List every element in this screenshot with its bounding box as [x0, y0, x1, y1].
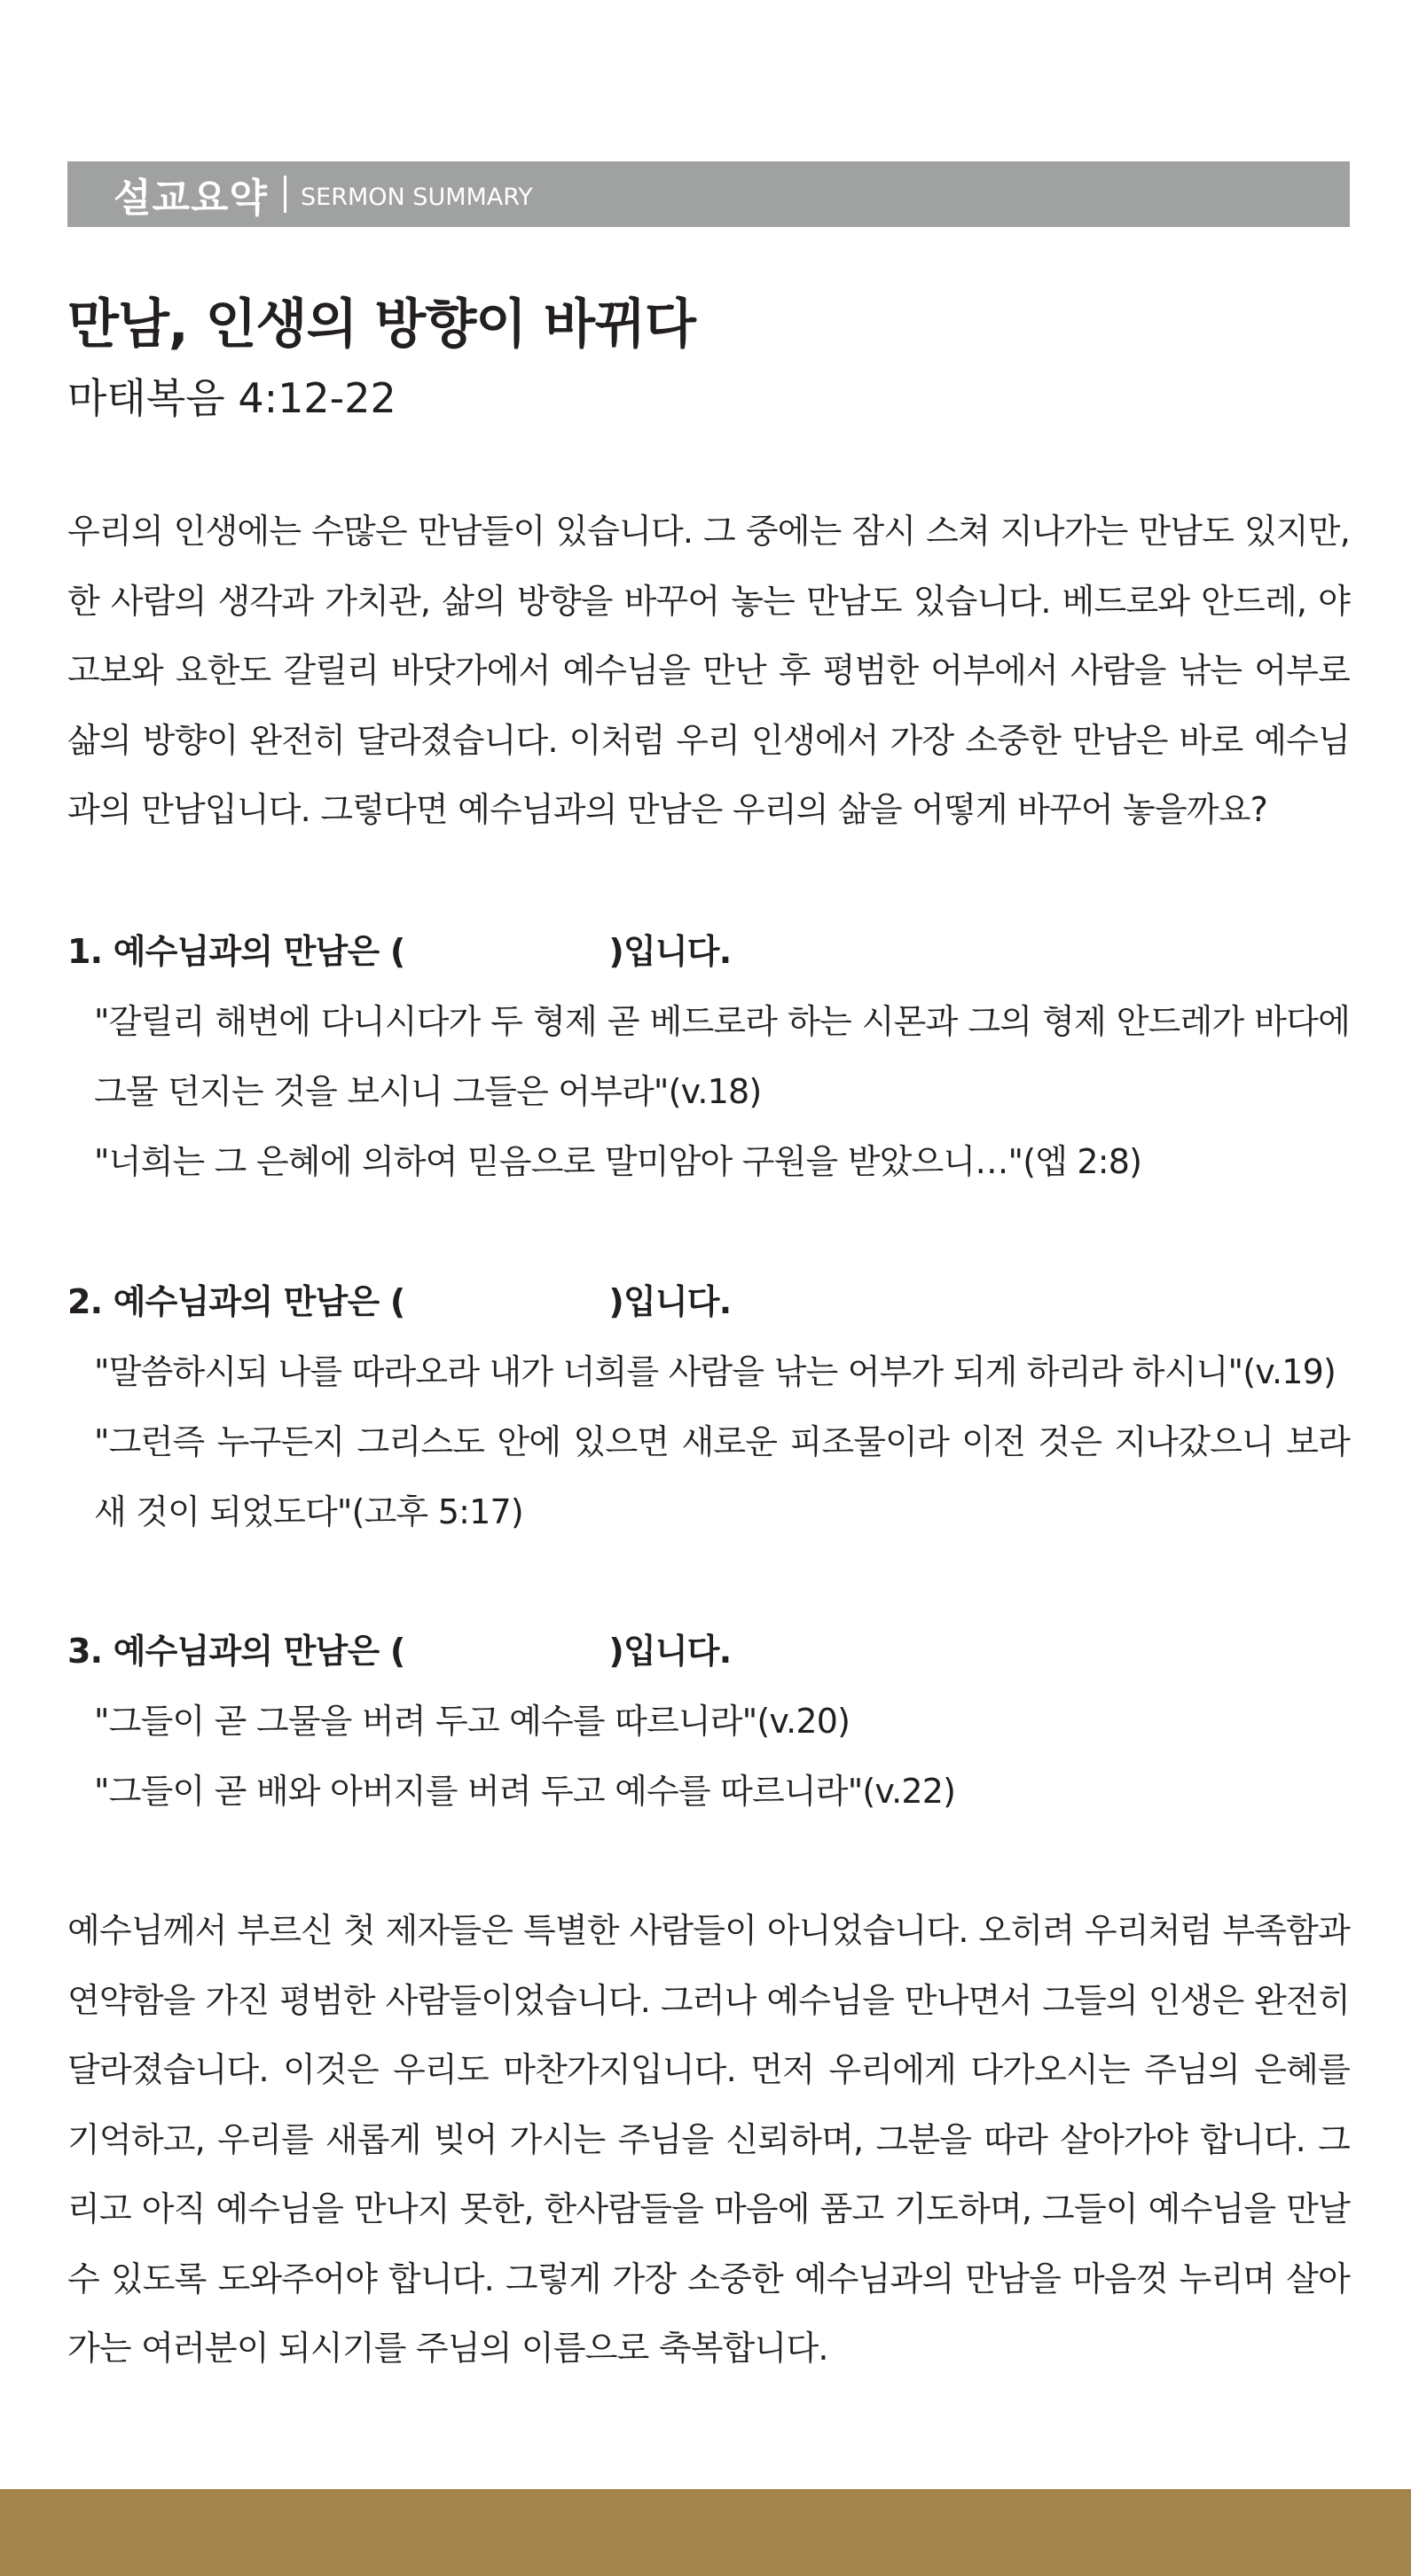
header-divider	[284, 176, 286, 213]
sermon-point-3	[67, 1617, 1350, 1827]
point-heading	[67, 1267, 1350, 1337]
section-label-korean: 설교요약	[114, 176, 269, 221]
verse-quote: "너희는 그 은혜에 의하여 믿음으로 말미암아 구원을 받았으니…"(엡 2:8)	[94, 1141, 1142, 1181]
point-heading-suffix: )입니다.	[608, 1282, 732, 1321]
sermon-title: 만남, 인생의 방향이 바뀌다	[67, 294, 696, 356]
section-header-bar	[67, 161, 1350, 227]
point-heading-prefix: 2. 예수님과의 만남은 (	[67, 1282, 405, 1321]
footer-bar	[0, 2489, 1411, 2576]
point-heading	[67, 917, 1350, 987]
point-heading-suffix: )입니다.	[608, 1632, 732, 1671]
point-heading	[67, 1617, 1350, 1687]
intro-paragraph: 우리의 인생에는 수많은 만남들이 있습니다. 그 중에는 잠시 스쳐 지나가는 만남도 있지만, 한 사람의 생각과 가치관, 삶의 방향을 바꾸어 놓는 만남도 있습니다. 베드로와 안드레, 야고보와 요한도 갈릴리 바닷가에서 예수님을 만난 후 평범한 어부에서 사람을 낚는 어부로 삶의 방향이 완전히 달라졌습니다. 이처럼 우리 인생에서 가장 소중한 만남은 바로 예수님과의 만남입니다. 그렇다면 예수님과의 만남은 우리의 삶을 어떻게 바꾸어 놓을까요?	[67, 512, 1350, 829]
verse-quote: "그들이 곧 그물을 버려 두고 예수를 따르니라"(v.20)	[94, 1701, 851, 1741]
sermon-point-1	[67, 917, 1350, 1197]
point-heading-prefix: 1. 예수님과의 만남은 (	[67, 932, 405, 971]
point-heading-prefix: 3. 예수님과의 만남은 (	[67, 1632, 405, 1671]
verse-quote: "갈릴리 해변에 다니시다가 두 형제 곧 베드로라 하는 시몬과 그의 형제 안드레가 바다에 그물 던지는 것을 보시니 그들은 어부라"(v.18)	[94, 1001, 1350, 1111]
scripture-reference: 마태복음 4:12-22	[67, 374, 396, 422]
verse-quote: "말씀하시되 나를 따라오라 내가 너희를 사람을 낚는 어부가 되게 하리라 하시니"(v.19)	[94, 1351, 1337, 1391]
closing-paragraph: 예수님께서 부르신 첫 제자들은 특별한 사람들이 아니었습니다. 오히려 우리처럼 부족함과 연약함을 가진 평범한 사람들이었습니다. 그러나 예수님을 만나면서 그들의 인생은 완전히 달라졌습니다. 이것은 우리도 마찬가지입니다. 먼저 우리에게 다가오시는 주님의 은혜를 기억하고, 우리를 새롭게 빚어 가시는 주님을 신뢰하며, 그분을 따라 살아가야 합니다. 그리고 아직 예수님을 만나지 못한, 한사람들을 마음에 품고 기도하며, 그들이 예수님을 만날 수 있도록 도와주어야 합니다. 그렇게 가장 소중한 예수님과의 만남을 마음껏 누리며 살아가는 여러분이 되시기를 주님의 이름으로 축복합니다.	[67, 1911, 1350, 2368]
point-heading-suffix: )입니다.	[608, 932, 732, 971]
verse-quote: "그들이 곧 배와 아버지를 버려 두고 예수를 따르니라"(v.22)	[94, 1771, 956, 1811]
section-label-english: SERMON SUMMARY	[301, 183, 533, 211]
verse-quote: "그런즉 누구든지 그리스도 안에 있으면 새로운 피조물이라 이전 것은 지나갔으니 보라 새 것이 되었도다"(고후 5:17)	[94, 1421, 1350, 1531]
sermon-point-2	[67, 1267, 1350, 1547]
